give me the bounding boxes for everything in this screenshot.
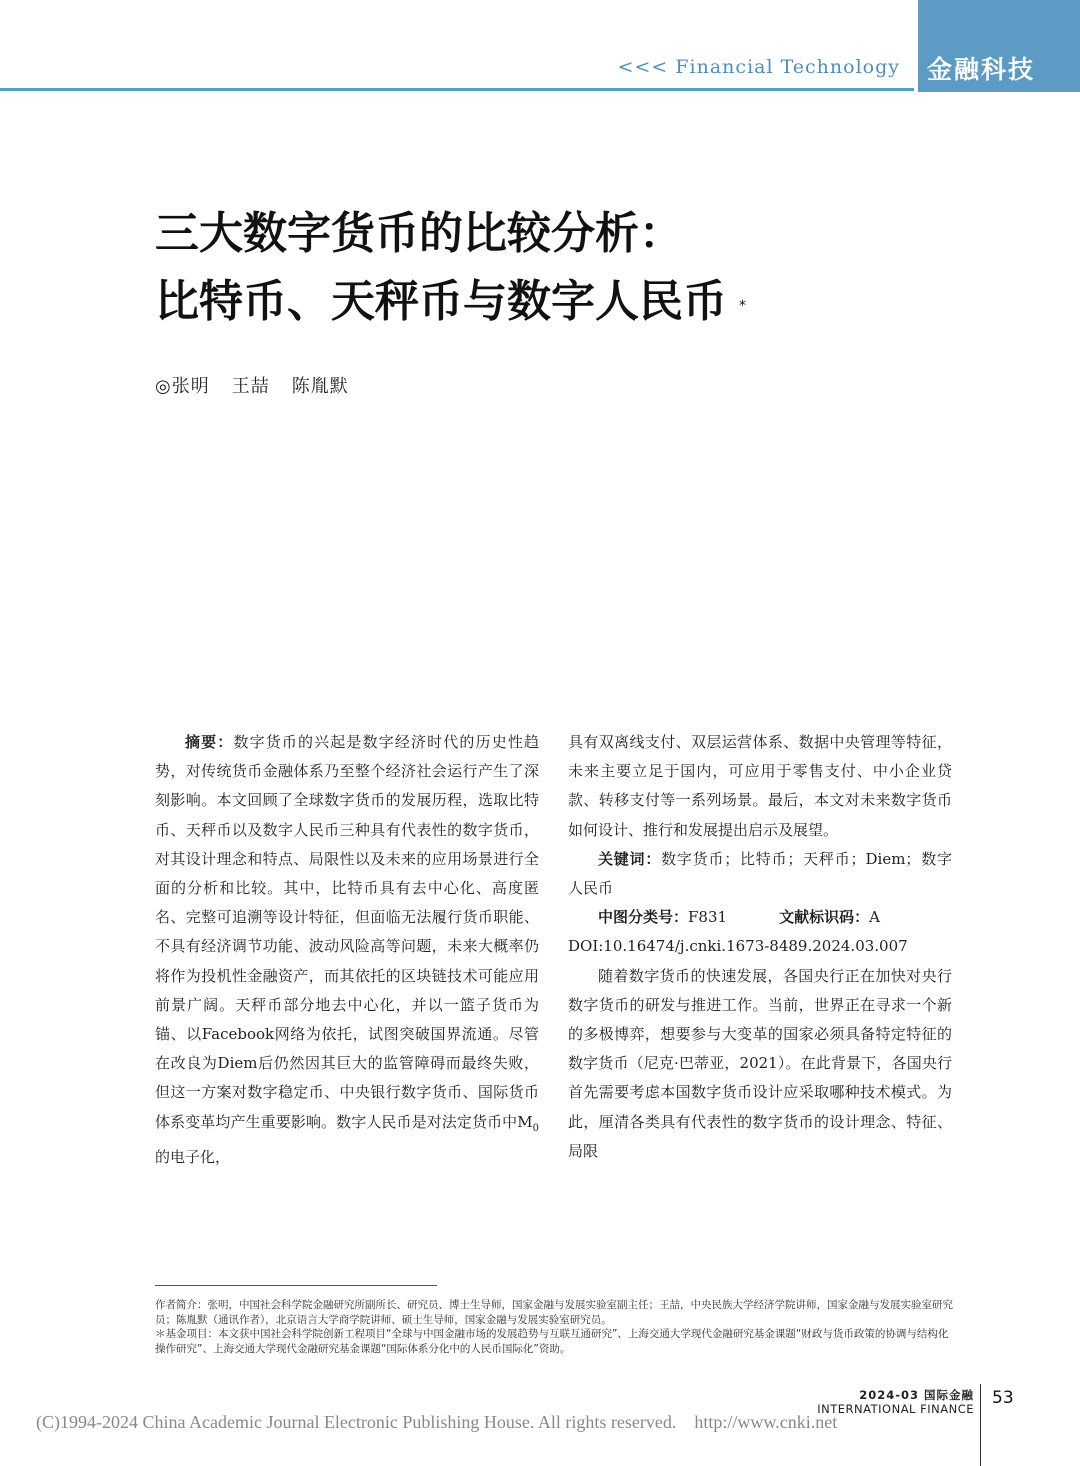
issue-label: 2024-03 国际金融 [859,1388,974,1402]
page-number: 53 [992,1388,1014,1408]
author-prefix: ◎ [155,376,172,397]
article-title [155,200,915,336]
keywords-label: 关键词： [598,849,662,868]
author-bio-footnote: 作者简介：张明，中国社会科学院金融研究所副所长、研究员、博士生导师，国家金融与发展实验室副主任；王喆，中央民族大学经济学院讲师，国家金融与发展实验室研究员；陈胤默（通讯作者），北京语言大学商学院讲师、硕士生导师，国家金融与发展实验室研究员。 [155,1299,953,1326]
footnotes [155,1298,955,1356]
copyright-watermark [36,1412,837,1433]
abstract-column-right [568,728,952,1166]
author-list [155,372,371,398]
abstract-label: 摘要： [185,733,234,751]
abstract-paragraph [155,728,539,1172]
title-footnote-mark: * [739,298,746,314]
doc-code-value: A [869,908,880,927]
abstract-continuation: 具有双离线支付、双层运营体系、数据中央管理等特征，未来主要立足于国内，可应用于零售支付、中小企业贷款、转移支付等一系列场景。最后，本文对未来数字货币如何设计、推行和发展提出启示及展望。 [568,733,952,839]
journal-name-en: INTERNATIONAL FINANCE [817,1402,974,1416]
running-header [0,0,1080,92]
footer-divider [980,1384,981,1466]
keywords-line [568,845,952,903]
copyright-text: (C)1994-2024 China Academic Journal Electronic Publishing House. All rights reserved. [36,1412,677,1432]
keywords-text: 数字货币；比特币；天秤币；Diem；数字人民币 [568,849,952,898]
header-rule [0,88,914,91]
abstract-text: 数字货币的兴起是数字经济时代的历史性趋势，对传统货币金融体系乃至整个经济社会运行产生了深刻影响。本文回顾了全球数字货币的发展历程，选取比特币、天秤币以及数字人民币三种具有代表性的数字货币，对其设计理念和特点、局限性以及未来的应用场景进行全面的分析和比较。其中，比特币具有去中心化、高度匿名、完整可追溯等设计特征，但面临无法履行货币职能、不具有经济调节功能、波动风险高等问题，未来大概率仍将作为投机性金融资产，而其依托的区块链技术可能应用前景广阔。天秤币部分地去中心化，并以一篮子货币为锚、以Facebook网络为依托，试图突破国界流通。尽管在改良为Diem后仍然因其巨大的监管障碍而最终失败，但这一方案对数字稳定币、中央银行数字货币、国际货币体系变革均产生重要影响。数字人民币是对法定货币中M [155,733,539,1131]
fund-footnote: ＊基金项目：本文获中国社会科学院创新工程项目“全球与中国金融市场的发展趋势与互联互通研究”、上海交通大学现代金融研究基金课题“财政与货币政策的协调与结构化操作研究”、上海交通大学现代金融研究基金课题“国际体系分化中的人民币国际化”资助。 [155,1328,949,1355]
journal-issue [817,1388,974,1416]
author-name: 陈胤默 [291,376,349,397]
doi-line: DOI:10.16474/j.cnki.1673-8489.2024.03.007 [568,937,908,956]
clc-label: 中图分类号： [598,908,689,927]
doc-code-label: 文献标识码： [779,908,870,927]
title-line-1: 三大数字货币的比较分析： [155,208,683,259]
footnote-divider [155,1285,437,1286]
author-name: 王喆 [231,376,270,397]
abstract-column-left [155,728,539,1172]
title-line-2-text: 比特币、天秤币与数字人民币 [155,276,727,327]
clc-value: F831 [688,908,728,927]
title-line-2 [155,268,915,336]
cnki-url: http://www.cnki.net [694,1412,838,1432]
author-name: 张明 [171,376,210,397]
abstract-text-tail: 的电子化， [155,1147,231,1166]
intro-paragraph: 随着数字货币的快速发展，各国央行正在加快对央行数字货币的研发与推进工作。当前，世界正在寻求一个新的多极博弈，想要参与大变革的国家必须具备特定特征的数字货币（尼克·巴蒂亚，2021）。在此背景下，各国央行首先需要考虑本国数字货币设计应采取哪种技术模式。为此，厘清各类具有代表性的数字货币的设计理念、特征、局限 [568,966,952,1160]
section-name-en: <<< Financial Technology [617,56,900,78]
classification-line [568,903,952,932]
section-name-cn: 金融科技 [927,55,1036,84]
abstract-subscript: 0 [532,1122,539,1134]
